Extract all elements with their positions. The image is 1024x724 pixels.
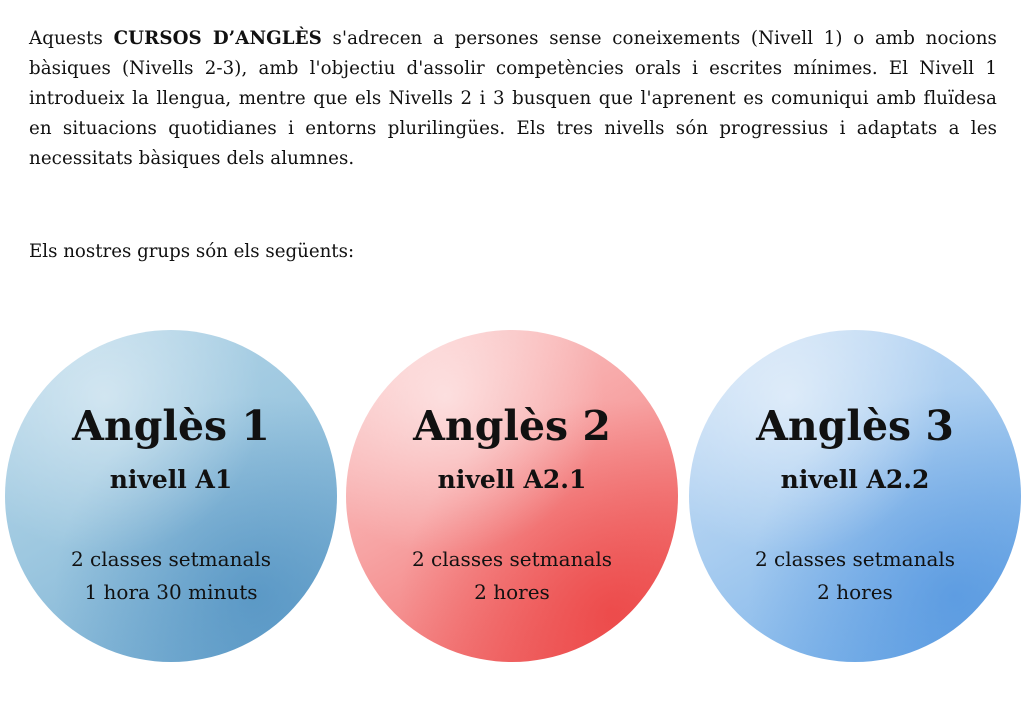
course-level: nivell A1 [109, 465, 233, 494]
course-title: Anglès 3 [756, 402, 954, 450]
course-classes: 2 classes setmanals [411, 547, 613, 571]
course-duration: 2 hores [817, 580, 893, 604]
groups-intro: Els nostres grups són els següents: [29, 241, 355, 262]
course-level: nivell A2.1 [437, 465, 587, 494]
course-level: nivell A2.2 [780, 465, 930, 494]
course-card-angles-1 [5, 330, 337, 662]
course-title: Anglès 1 [72, 402, 270, 450]
intro-lead: Aquests [29, 28, 114, 49]
course-classes: 2 classes setmanals [70, 547, 272, 571]
courses-highlight: CURSOS D’ANGLÈS [113, 28, 322, 49]
course-title: Anglès 2 [413, 402, 611, 450]
intro-body: s'adrecen a persones sense coneixements (Nivell 1) o amb nocions bàsiques (Nivells 2-3), amb l'objectiu d'assolir competències orals i escrites mínimes. El Nivell 1 introdueix la llengua, mentre que els Nivells 2 i 3 busquen que l'aprenent es comuniqui amb fluïdesa en situacions quotidianes i entorns plurilingües. Els tres nivells són progressius i adaptats a les necessitats bàsiques dels alumnes. [29, 28, 997, 169]
course-card-angles-3 [689, 330, 1021, 662]
intro-paragraph [29, 24, 997, 174]
course-classes: 2 classes setmanals [754, 547, 956, 571]
course-card-angles-2 [346, 330, 678, 662]
course-duration: 1 hora 30 minuts [84, 580, 258, 604]
course-duration: 2 hores [474, 580, 550, 604]
